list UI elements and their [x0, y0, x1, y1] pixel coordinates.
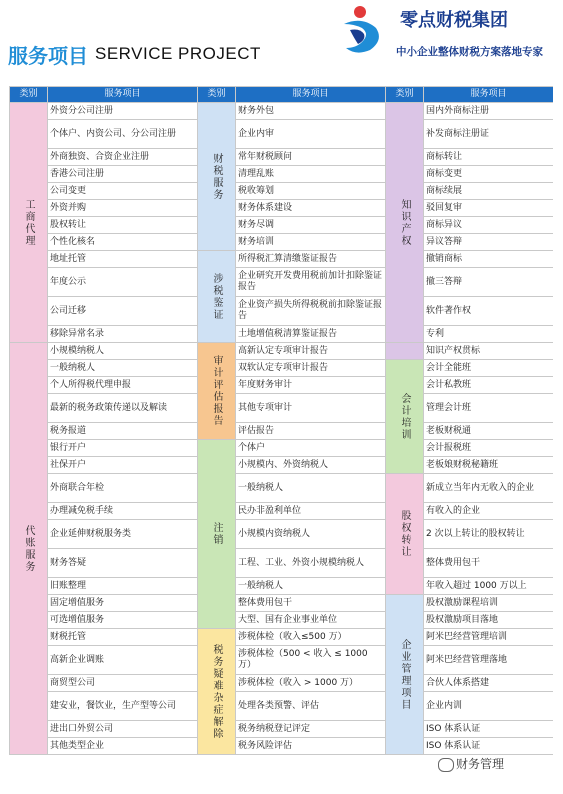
service-cell: 软件著作权: [424, 297, 554, 326]
service-cell: 最新的税务政策传递以及解读: [48, 394, 198, 423]
service-cell: 公司变更: [48, 183, 198, 200]
category-guquan: 股权转让: [386, 474, 424, 595]
service-cell: 国内外商标注册: [424, 103, 554, 120]
service-cell: 年度公示: [48, 268, 198, 297]
service-cell: 大型、国有企业事业单位: [236, 612, 386, 629]
service-cell: 阿米巴经营管理培训: [424, 629, 554, 646]
service-cell: 财税托管: [48, 629, 198, 646]
service-cell: 会计私教班: [424, 377, 554, 394]
service-cell: 移除异常名录: [48, 326, 198, 343]
service-cell: 小规模内资纳税人: [236, 520, 386, 549]
watermark-text: 财务管理: [456, 757, 505, 771]
watermark: [436, 755, 506, 772]
brand-name: 零点财税集团: [400, 10, 508, 31]
service-cell: 小规模内、外资纳税人: [236, 457, 386, 474]
service-cell: 可选增值服务: [48, 612, 198, 629]
service-cell: 新成立当年内无收入的企业: [424, 474, 554, 503]
table-row: [10, 440, 554, 457]
category-shuiwu: 税务疑难杂症解除: [198, 629, 236, 755]
service-cell: 银行开户: [48, 440, 198, 457]
service-cell: 外资并购: [48, 200, 198, 217]
category-caishui: 财税服务: [198, 103, 236, 251]
table-row: [10, 103, 554, 120]
category-zhishi: 知识产权: [386, 103, 424, 343]
category-zhuxiao: 注销: [198, 440, 236, 629]
service-cell: 税务风险评估: [236, 738, 386, 755]
service-cell: 一般纳税人: [236, 578, 386, 595]
table-row: [10, 423, 554, 440]
service-cell: 企业延伸财税服务类: [48, 520, 198, 549]
service-cell: 会计报税班: [424, 440, 554, 457]
service-cell: ISO 体系认证: [424, 738, 554, 755]
service-cell: 股权激励项目落地: [424, 612, 554, 629]
service-cell: 地址托管: [48, 251, 198, 268]
service-cell: 阿米巴经营管理落地: [424, 646, 554, 675]
service-cell: 社保开户: [48, 457, 198, 474]
table-row: [10, 629, 554, 646]
service-cell: 企业研究开发费用税前加计扣除鉴证报告: [236, 268, 386, 297]
service-cell: 财务外包: [236, 103, 386, 120]
brand-slogan: 中小企业整体财税方案落地专家: [396, 46, 543, 58]
service-cell: 财务培训: [236, 234, 386, 251]
header-category: 类别: [198, 87, 236, 103]
category-shenji: 审计评估报告: [198, 343, 236, 440]
service-cell: 双软认定专项审计报告: [236, 360, 386, 377]
table-row: [10, 738, 554, 755]
service-cell: 整体费用包干: [424, 549, 554, 578]
table-row: [10, 326, 554, 343]
service-cell: 知识产权贯标: [424, 343, 554, 360]
service-cell: 进出口外贸公司: [48, 721, 198, 738]
service-cell: 工程、工业、外资小规模纳税人: [236, 549, 386, 578]
service-cell: 香港公司注册: [48, 166, 198, 183]
category-qiye: 企业管理项目: [386, 595, 424, 755]
page-header: [0, 0, 563, 86]
service-cell: 其他专项审计: [236, 394, 386, 423]
service-cell: 驳回复审: [424, 200, 554, 217]
service-cell: 所得税汇算清缴鉴证报告: [236, 251, 386, 268]
service-cell: 2 次以上转让的股权转让: [424, 520, 554, 549]
service-cell: 个性化核名: [48, 234, 198, 251]
service-cell: 清理乱账: [236, 166, 386, 183]
service-cell: 年度财务审计: [236, 377, 386, 394]
service-cell: 撤销商标: [424, 251, 554, 268]
service-cell: 管理会计班: [424, 394, 554, 423]
table-row: [10, 120, 554, 149]
service-cell: 企业内审: [236, 120, 386, 149]
service-cell: 土地增值税清算鉴证报告: [236, 326, 386, 343]
service-cell: 办理减免税手续: [48, 503, 198, 520]
service-cell: 个人所得税代理申报: [48, 377, 198, 394]
service-cell: 合伙人体系搭建: [424, 675, 554, 692]
service-cell: 涉税体检（收入≤500 万）: [236, 629, 386, 646]
table-row: [10, 377, 554, 394]
service-table: [9, 86, 553, 755]
table-row: [10, 595, 554, 612]
service-cell: 涉税体检（收入 > 1000 万）: [236, 675, 386, 692]
table-row: [10, 520, 554, 549]
table-row: [10, 675, 554, 692]
service-cell: 股权转让: [48, 217, 198, 234]
table-row: [10, 474, 554, 503]
category-zhishi-extra: [386, 343, 424, 360]
service-cell: 财务尽调: [236, 217, 386, 234]
page-title-en: SERVICE PROJECT: [95, 44, 261, 63]
category-gongshang: 工商代理: [10, 103, 48, 343]
service-cell: 税务纳税登记评定: [236, 721, 386, 738]
header-service: 服务项目: [48, 87, 198, 103]
table-row: [10, 394, 554, 423]
service-cell: 一般纳税人: [236, 474, 386, 503]
service-cell: 商标变更: [424, 166, 554, 183]
service-cell: 财务体系建设: [236, 200, 386, 217]
service-cell: 财务答疑: [48, 549, 198, 578]
service-cell: 会计全能班: [424, 360, 554, 377]
table-row: [10, 149, 554, 166]
service-cell: 外资分公司注册: [48, 103, 198, 120]
table-row: [10, 692, 554, 721]
table-row: [10, 360, 554, 377]
wechat-icon: [438, 758, 454, 772]
table-row: [10, 166, 554, 183]
service-cell: 税务报道: [48, 423, 198, 440]
service-cell: 个体户: [236, 440, 386, 457]
service-cell: 商标异议: [424, 217, 554, 234]
table-row: [10, 234, 554, 251]
service-cell: 年收入超过 1000 万以上: [424, 578, 554, 595]
service-cell: 高新企业调账: [48, 646, 198, 675]
table-header-row: [10, 87, 554, 103]
service-cell: 处理各类预警、评估: [236, 692, 386, 721]
service-cell: 其他类型企业: [48, 738, 198, 755]
table-row: [10, 200, 554, 217]
service-cell: 老板财税通: [424, 423, 554, 440]
table-row: [10, 457, 554, 474]
service-cell: 撤三答辩: [424, 268, 554, 297]
category-shewai: 涉税鉴证: [198, 251, 236, 343]
service-cell: 公司迁移: [48, 297, 198, 326]
header-service: 服务项目: [424, 87, 554, 103]
service-cell: 税收筹划: [236, 183, 386, 200]
service-cell: 高新认定专项审计报告: [236, 343, 386, 360]
service-cell: 固定增值服务: [48, 595, 198, 612]
table-row: [10, 721, 554, 738]
service-cell: 企业内训: [424, 692, 554, 721]
header-service: 服务项目: [236, 87, 386, 103]
table-row: [10, 612, 554, 629]
service-cell: 外商独资、合资企业注册: [48, 149, 198, 166]
service-cell: 个体户、内资公司、分公司注册: [48, 120, 198, 149]
service-cell: 涉税体检（500 < 收入 ≤ 1000 万）: [236, 646, 386, 675]
service-cell: 旧账整理: [48, 578, 198, 595]
table-row: [10, 251, 554, 268]
table-row: [10, 268, 554, 297]
service-cell: 异议答辩: [424, 234, 554, 251]
service-cell: 股权激励课程培训: [424, 595, 554, 612]
service-cell: 企业资产损失所得税税前扣除鉴证报告: [236, 297, 386, 326]
service-cell: 专利: [424, 326, 554, 343]
service-cell: 民办非盈利单位: [236, 503, 386, 520]
table-row: [10, 343, 554, 360]
category-daizhang: 代账服务: [10, 343, 48, 755]
table-row: [10, 217, 554, 234]
service-cell: 补发商标注册证: [424, 120, 554, 149]
service-cell: 商标转让: [424, 149, 554, 166]
service-cell: 评估报告: [236, 423, 386, 440]
table-row: [10, 503, 554, 520]
service-cell: 外商联合年检: [48, 474, 198, 503]
service-table-wrap: [9, 86, 553, 786]
service-cell: 有收入的企业: [424, 503, 554, 520]
category-kuaiji: 会计培训: [386, 360, 424, 474]
service-cell: 整体费用包干: [236, 595, 386, 612]
page-title-cn: 服务项目: [8, 44, 88, 68]
service-cell: ISO 体系认证: [424, 721, 554, 738]
service-cell: 商标续展: [424, 183, 554, 200]
service-cell: 商贸型公司: [48, 675, 198, 692]
header-category: 类别: [10, 87, 48, 103]
service-cell: 一般纳税人: [48, 360, 198, 377]
table-row: [10, 297, 554, 326]
table-row: [10, 549, 554, 578]
service-cell: 老板娘财税秘籍班: [424, 457, 554, 474]
service-cell: 常年财税顾问: [236, 149, 386, 166]
table-row: [10, 183, 554, 200]
brand-logo-icon: [336, 4, 388, 56]
service-cell: 建安业，餐饮业，生产型等公司: [48, 692, 198, 721]
table-row: [10, 646, 554, 675]
service-cell: 小规模纳税人: [48, 343, 198, 360]
table-row: [10, 578, 554, 595]
header-category: 类别: [386, 87, 424, 103]
